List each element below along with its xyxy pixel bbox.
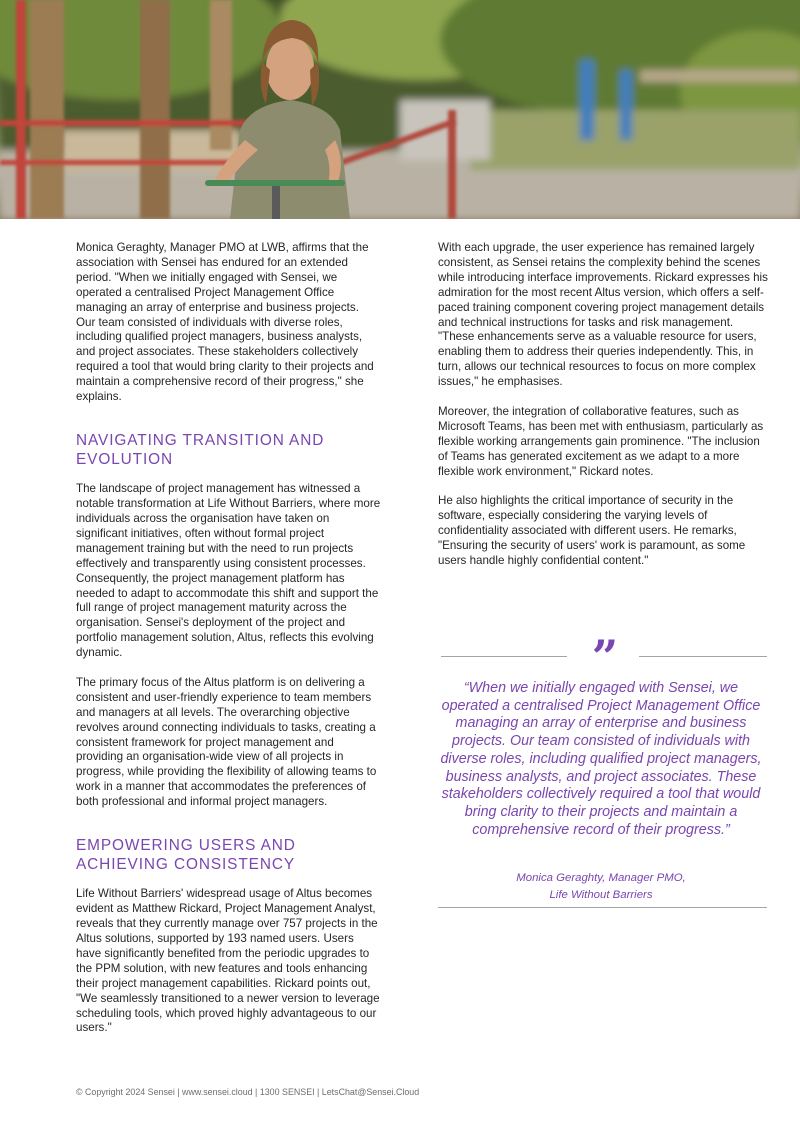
navigating-paragraph-2: The primary focus of the Altus platform is on delivering a consistent and user-friendly experience to team members and managers at all levels. The overarching objective revolves around connecting individuals to tasks, creating a consistent framework for project management and providing an organisation-wide view of all projects in progress, while providing the flexibility of allowing teams to work in a manner that accommodates the preferences of both professional and informal project managers. — [76, 675, 377, 809]
pull-quote-attribution — [438, 870, 764, 904]
hero-photo — [0, 0, 800, 219]
pull-quote-text: “When we initially engaged with Sensei, we operated a centralised Project Management Office managing an array of enterprise and business projects. Our team consisted of individuals with diverse roles, including qualified project managers, business analysts, and project associates. These stakeholders collectively required a tool that would bring clarity to their projects and maintain a comprehensive record of their progress.” — [440, 680, 762, 838]
section-heading-empowering-users: EMPOWERING USERS AND ACHIEVING CONSISTENCY — [76, 837, 296, 873]
hero-photo-illustration — [0, 0, 800, 219]
quote-divider-left — [441, 656, 567, 657]
right-column — [438, 241, 768, 584]
intro-paragraph: Monica Geraghty, Manager PMO at LWB, affirms that the association with Sensei has endured for an extended period. "When we initially engaged with Sensei, we operated a centralised Project Management Office managing an array of enterprise and business projects. Our team consisted of individuals with diverse roles, including qualified project managers, business analysts, and project associates. These stakeholders collectively required a tool that would bring clarity to their projects and maintain a comprehensive record of their progress," she explains. — [76, 241, 374, 404]
upgrade-paragraph: With each upgrade, the user experience has remained largely consistent, as Sensei retains the complexity behind the scenes while introducing interface improvements. Rickard expresses his admiration for the most recent Altus version, which offers a self-paced training component covering project management details and technical instructions for tasks and risk management. "These enhancements serve as a valuable resource for users, enabling them to address their queries independently. This, in turn, allows our technical resources to focus on more complex issues," he emphasises. — [438, 241, 768, 389]
footer-copyright: © Copyright 2024 Sensei | www.sensei.cloud | 1300 SENSEI | LetsChat@Sensei.Cloud — [76, 1087, 420, 1097]
attribution-name: Monica Geraghty, Manager PMO, — [516, 872, 686, 884]
attribution-organisation: Life Without Barriers — [549, 889, 653, 901]
security-paragraph: He also highlights the critical importance of security in the software, especially considering the varying levels of confidentiality associated with different users. He remarks, "Ensuring the security of users' work is paramount, as some users handle highly confidential content." — [438, 494, 746, 567]
teams-paragraph: Moreover, the integration of collaborative features, such as Microsoft Teams, has been met with enthusiasm, particularly as flexible working arrangements gain prominence. "The inclusion of Teams has generated excitement as we adapt to a more flexible work environment," Rickard notes. — [438, 404, 764, 478]
left-column — [76, 241, 381, 1051]
navigating-paragraph-1: The landscape of project management has witnessed a notable transformation at Life Without Barriers, where more individuals across the organisation have taken on significant initiatives, often without formal project management training but with the need to run projects effectively and transparently using consistent processes. Consequently, the project management platform has needed to adapt to accommodate this shift and support the full range of project management maturity across the organisation. Sensei's deployment of the project and portfolio management solution, Altus, reflects this evolving dynamic. — [76, 482, 381, 660]
quote-divider-bottom — [438, 907, 767, 908]
empowering-paragraph-1: Life Without Barriers' widespread usage of Altus becomes evident as Matthew Rickard, Project Management Analyst, reveals that they currently manage over 757 projects in the Altus solutions, supported by 193 named users. Users have significantly benefited from the periodic upgrades to the PPM solution, with new features and tools enhancing their project management capabilities. Rickard points out, "We seamlessly transitioned to a newer version to leverage scheduling tools, which proved highly advantageous to our users." — [76, 887, 380, 1035]
quote-divider-right — [639, 656, 767, 657]
section-heading-navigating-transition: NAVIGATING TRANSITION AND EVOLUTION — [76, 431, 325, 468]
quote-mark-icon: ” — [591, 630, 619, 684]
